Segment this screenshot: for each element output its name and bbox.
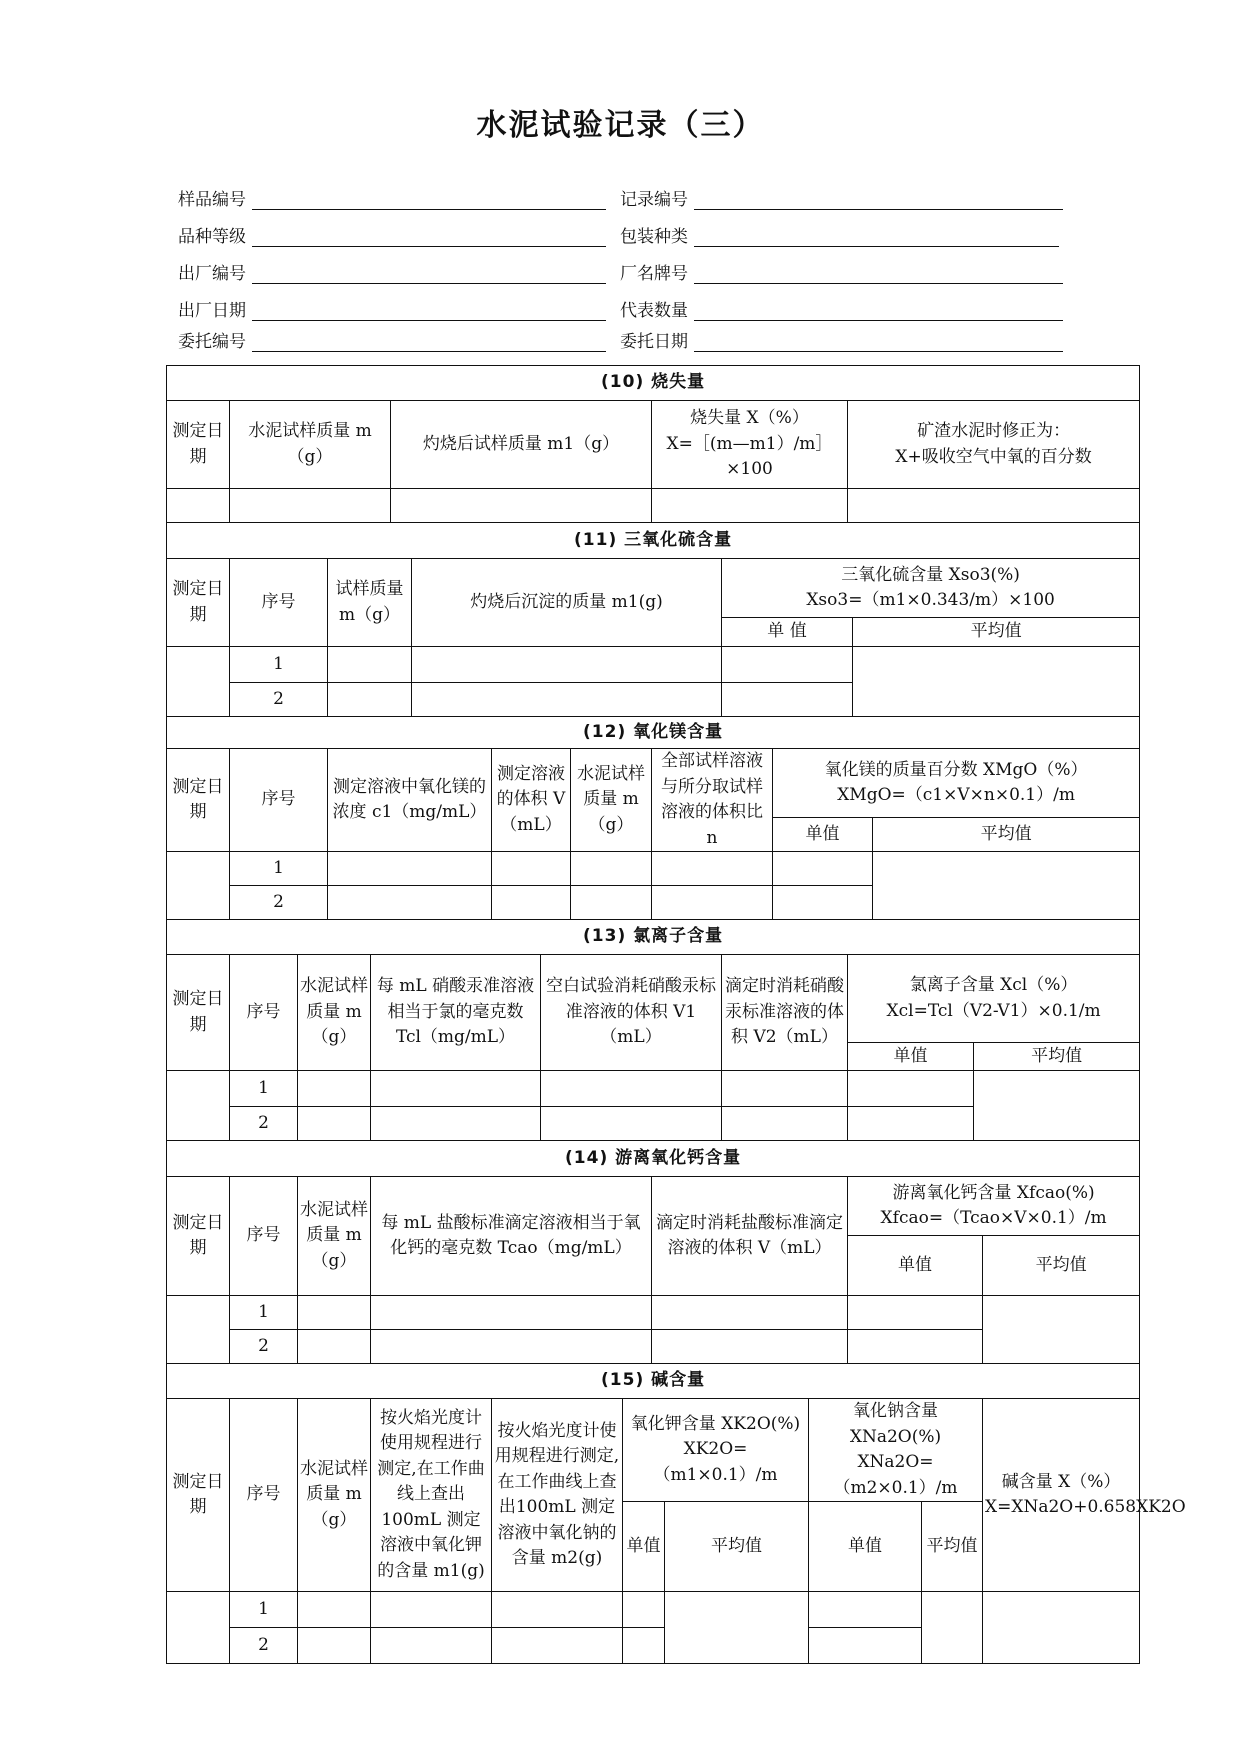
data-cell[interactable] [873,852,1140,920]
col-header-sample-mass: 水泥试样质量 m（g） [298,1399,371,1592]
col-header-average: 平均值 [922,1502,983,1592]
col-header-so3-formula [722,559,1140,618]
data-cell[interactable] [492,852,571,886]
data-cell[interactable] [371,1592,492,1628]
formula-label: 氧化镁的质量百分数 XMgO（%） [824,759,1088,780]
col-header-sample-mass: 水泥试样质量 m（g） [298,1177,371,1296]
fill-line[interactable] [252,351,606,352]
data-cell[interactable] [571,886,652,920]
col-header-fcao-formula [848,1177,1140,1236]
col-header-precipitate-mass: 灼烧后沉淀的质量 m1(g) [412,559,722,647]
data-cell[interactable] [541,1071,722,1107]
col-header-sample-mass: 水泥试样质量 m（g） [571,749,652,852]
data-cell[interactable] [848,1071,974,1107]
data-cell[interactable] [167,1071,230,1141]
data-cell[interactable] [328,852,492,886]
col-header-average: 平均值 [665,1502,809,1592]
col-header-titration-volume: 滴定时消耗硝酸汞标准溶液的体积 V2（mL） [722,955,848,1071]
data-cell[interactable] [167,1592,230,1664]
col-header-na2o-content: 按火焰光度计使用规程进行测定,在工作曲线上查出100mL 测定溶液中氧化钠的含量 m2(g) [492,1399,623,1592]
data-cell[interactable] [848,1330,983,1364]
test-record-table [166,365,1186,1664]
data-cell[interactable] [298,1628,371,1664]
col-header-date: 测定日期 [167,955,230,1071]
col-header-mgo-concentration: 测定溶液中氧化镁的浓度 c1（mg/mL） [328,749,492,852]
data-cell[interactable] [848,1107,974,1141]
col-header-single-value: 单值 [848,1043,974,1071]
formula-label: 碱含量 X（%） [1001,1471,1121,1492]
row-number: 1 [230,1592,298,1628]
field-label: 厂名牌号 [620,264,688,284]
col-header-single-value: 单值 [623,1502,665,1592]
field-label: 包装种类 [620,227,688,247]
col-header-date: 测定日期 [167,401,230,489]
section-title-loss-on-ignition: (10) 烧失量 [167,366,1140,401]
col-header-tcl: 每 mL 硝酸汞准溶液相当于氯的毫克数 Tcl（mg/mL） [371,955,541,1071]
data-cell[interactable] [722,1071,848,1107]
col-header-single-value: 单值 [848,1236,983,1296]
col-header-date: 测定日期 [167,559,230,647]
data-cell[interactable] [922,1592,983,1664]
col-header-single-value: 单值 [809,1502,922,1592]
data-cell[interactable] [809,1628,922,1664]
row-number: 2 [230,1628,298,1664]
col-header-seq: 序号 [230,559,328,647]
col-header-average: 平均值 [983,1236,1140,1296]
formula-expression: X=［(m—m1）/m］×100 [666,433,833,480]
field-commission-no [178,334,608,358]
data-cell[interactable] [412,683,722,717]
data-cell[interactable] [298,1071,371,1107]
data-cell[interactable] [722,1107,848,1141]
row-number: 2 [230,683,328,717]
fill-line[interactable] [694,209,1063,210]
fill-line[interactable] [252,320,606,321]
field-label: 出厂编号 [178,264,246,284]
field-factory-date [178,303,608,327]
formula-expression: Xso3=（m1×0.343/m）×100 [806,590,1055,610]
formula-label: 烧失量 X（%） [690,408,809,429]
data-cell[interactable] [167,647,230,717]
formula-label: 氧化钾含量 XK2O(%) [630,1413,801,1434]
page-title: 水泥试验记录（三） [476,108,765,143]
row-number: 2 [230,886,328,920]
correction-expression: X+吸收空气中氧的百分数 [895,446,1092,467]
col-header-mgo-formula [773,749,1140,818]
col-header-volume-ratio: 全部试样溶液与所分取试样溶液的体积比 n [652,749,773,852]
col-header-single-value: 单 值 [722,618,853,647]
col-header-average: 平均值 [873,818,1140,852]
col-header-seq: 序号 [230,1399,298,1592]
field-label: 品种等级 [178,227,246,247]
field-factory-no [178,266,608,290]
data-cell[interactable] [773,886,873,920]
col-header-sample-mass: 水泥试样质量 m（g） [230,401,391,489]
row-number: 1 [230,647,328,683]
col-header-slag-correction [848,401,1140,489]
data-cell[interactable] [371,1628,492,1664]
data-cell[interactable] [983,1592,1140,1664]
data-cell[interactable] [722,683,853,717]
data-cell[interactable] [492,886,571,920]
data-cell[interactable] [722,647,853,683]
formula-expression: XK2O=（m1×0.1）/m [653,1439,778,1485]
fill-line[interactable] [252,209,606,210]
data-cell[interactable] [809,1592,922,1628]
col-header-na2o-formula [809,1399,983,1502]
data-cell[interactable] [167,1296,230,1364]
fill-line[interactable] [694,351,1063,352]
field-packaging [620,229,1065,253]
field-manufacturer-brand [620,266,1065,290]
data-cell[interactable] [773,852,873,886]
row-number: 1 [230,852,328,886]
formula-label: 三氧化硫含量 Xso3(%) [841,564,1020,585]
formula-expression: Xfcao=（Tcao×V×0.1）/m [880,1208,1107,1228]
data-cell[interactable] [652,852,773,886]
section-title-magnesium-oxide: (12) 氧化镁含量 [167,717,1140,749]
row-number: 1 [230,1296,298,1330]
field-quantity [620,303,1065,327]
formula-expression: XMgO=（c1×V×n×0.1）/m [837,785,1075,806]
section-title-alkali: (15) 碱含量 [167,1364,1140,1399]
data-cell[interactable] [328,683,412,717]
field-commission-date [620,334,1065,358]
data-cell[interactable] [848,489,1140,523]
col-header-mass-after-ignition: 灼烧后试样质量 m1（g） [391,401,652,489]
row-number: 1 [230,1071,298,1107]
col-header-cl-formula [848,955,1140,1043]
fill-line[interactable] [694,320,1063,321]
col-header-solution-volume: 测定溶液的体积 V（mL） [492,749,571,852]
data-cell[interactable] [652,1296,848,1330]
formula-label: 氯离子含量 Xcl（%） [909,975,1078,995]
field-label: 记录编号 [620,190,688,210]
field-label: 样品编号 [178,190,246,210]
section-title-sulfur-trioxide: (11) 三氧化硫含量 [167,523,1140,559]
data-cell[interactable] [371,1330,652,1364]
formula-expression: X=XNa2O+0.658XK2O [985,1497,1186,1517]
col-header-single-value: 单值 [773,818,873,852]
field-label: 委托日期 [620,332,688,352]
fill-line[interactable] [694,246,1059,247]
col-header-blank-volume: 空白试验消耗硝酸汞标准溶液的体积 V1（mL） [541,955,722,1071]
col-header-date: 测定日期 [167,1399,230,1592]
correction-label: 矿渣水泥时修正为： [917,421,1071,441]
formula-expression: XNa2O=（m2×0.1）/m [833,1452,958,1498]
data-cell[interactable] [853,647,1140,717]
field-label: 代表数量 [620,301,688,321]
fill-line[interactable] [252,246,606,247]
section-title-free-calcium-oxide: (14) 游离氧化钙含量 [167,1141,1140,1177]
data-cell[interactable] [371,1107,541,1141]
data-cell[interactable] [167,489,230,523]
data-cell[interactable] [412,647,722,683]
col-header-hcl-volume: 滴定时消耗盐酸标准滴定溶液的体积 V（mL） [652,1177,848,1296]
formula-label: 游离氧化钙含量 Xfcao(%) [892,1182,1095,1203]
data-cell[interactable] [492,1628,623,1664]
col-header-date: 测定日期 [167,749,230,852]
data-cell[interactable] [974,1071,1140,1141]
formula-expression: Xcl=Tcl（V2-V1）×0.1/m [886,1000,1101,1021]
col-header-average: 平均值 [853,618,1140,647]
data-cell[interactable] [328,647,412,683]
col-header-date: 测定日期 [167,1177,230,1296]
row-number: 2 [230,1107,298,1141]
data-cell[interactable] [298,1107,371,1141]
section-title-chloride-ion: (13) 氯离子含量 [167,920,1140,955]
data-cell[interactable] [371,1296,652,1330]
col-header-average: 平均值 [974,1043,1140,1071]
fill-line[interactable] [252,283,606,284]
col-header-sample-mass: 试样质量 m（g） [328,559,412,647]
col-header-seq: 序号 [230,1177,298,1296]
col-header-seq: 序号 [230,749,328,852]
data-cell[interactable] [298,1296,371,1330]
data-cell[interactable] [623,1628,665,1664]
fill-line[interactable] [694,283,1063,284]
col-header-sample-mass: 水泥试样质量 m（g） [298,955,371,1071]
data-cell[interactable] [623,1592,665,1628]
field-record-no [620,192,1065,216]
data-cell[interactable] [848,1296,983,1330]
data-cell[interactable] [652,1330,848,1364]
row-number: 2 [230,1330,298,1364]
data-cell[interactable] [230,489,391,523]
data-cell[interactable] [983,1296,1140,1364]
field-label: 委托编号 [178,332,246,352]
col-header-k2o-formula [623,1399,809,1502]
data-cell[interactable] [371,1071,541,1107]
data-cell[interactable] [492,1592,623,1628]
data-cell[interactable] [665,1592,809,1664]
data-cell[interactable] [571,852,652,886]
formula-label: 氧化钠含量 XNa2O(%) [849,1401,942,1447]
data-cell[interactable] [652,489,848,523]
data-cell[interactable] [652,886,773,920]
data-cell[interactable] [298,1592,371,1628]
data-cell[interactable] [391,489,652,523]
data-cell[interactable] [328,886,492,920]
field-variety-grade [178,229,608,253]
data-cell[interactable] [167,852,230,920]
col-header-alkali-formula [983,1399,1186,1592]
col-header-loss-formula [652,401,848,489]
field-sample-no [178,192,608,216]
col-header-seq: 序号 [230,955,298,1071]
col-header-k2o-content: 按火焰光度计使用规程进行测定,在工作曲线上查出100mL 测定溶液中氧化钾的含量 m1(g) [371,1399,492,1592]
col-header-tcao: 每 mL 盐酸标准滴定溶液相当于氧化钙的毫克数 Tcao（mg/mL） [371,1177,652,1296]
field-label: 出厂日期 [178,301,246,321]
data-cell[interactable] [298,1330,371,1364]
data-cell[interactable] [541,1107,722,1141]
